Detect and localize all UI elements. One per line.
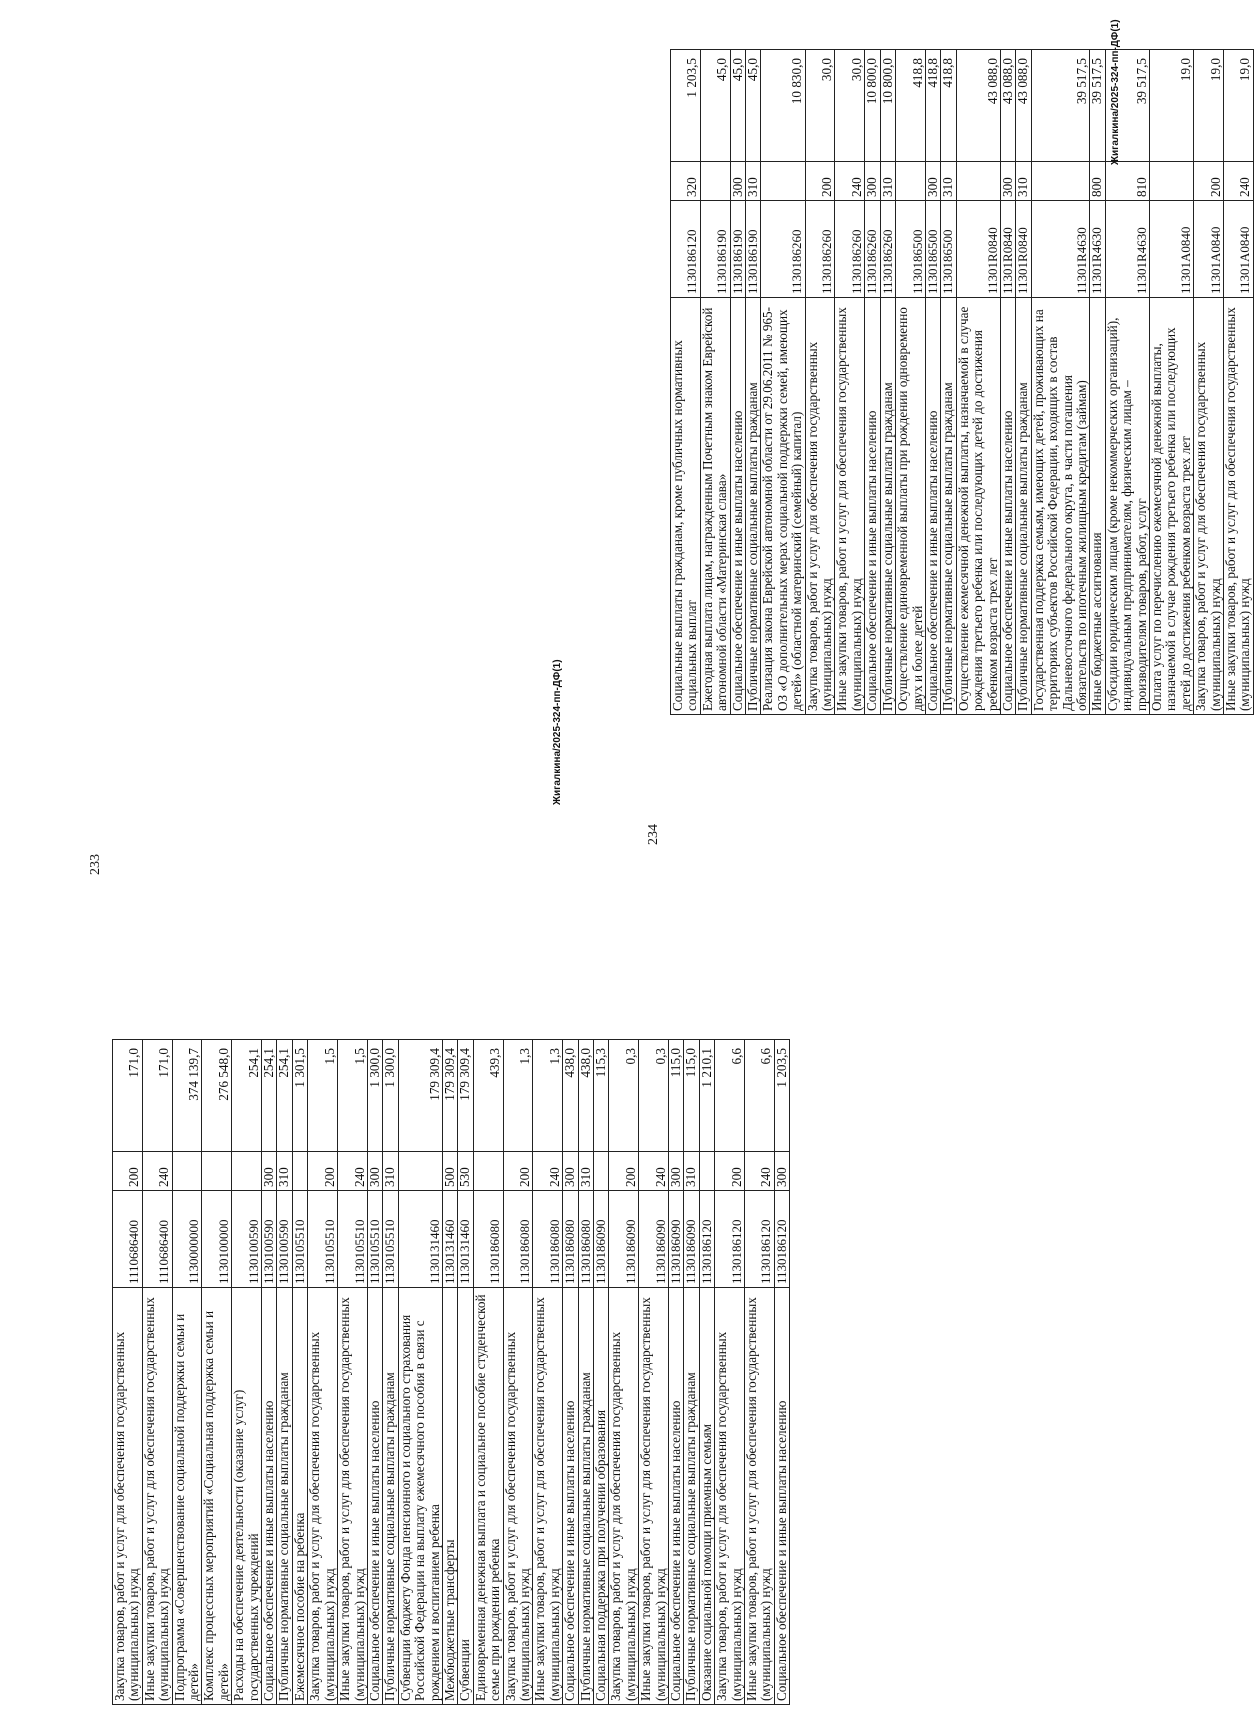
row-name: Осуществление ежемесячной денежной выплаты, назначаемой в случае рождения третьего ребенка или последующих детей до достижения ребенком возраста трех лет <box>956 298 1000 715</box>
row-name: Государственная поддержка семьям, имеющих детей, проживающих на территориях субъектов Российской Федерации, входящих в состав Дальневосточного федерального округа, в части погашения обязательств по ипотечным жилищным кредитам (займам) <box>1031 298 1090 715</box>
row-name: Социальная поддержка при получении образования <box>594 1288 609 1705</box>
table-row <box>383 1040 398 1705</box>
table-row <box>113 1040 143 1705</box>
row-code: 1130100000 <box>202 1191 232 1288</box>
table-row <box>941 50 956 715</box>
row-amount: 1 203,5 <box>774 1040 789 1152</box>
table-row <box>1090 50 1105 715</box>
row-name: Социальное обеспечение и иные выплаты населению <box>925 298 940 715</box>
row-code: 1130105510 <box>383 1191 398 1288</box>
table-row <box>761 50 805 715</box>
row-code: 1130186080 <box>578 1191 593 1288</box>
row-code: 1130131460 <box>398 1191 442 1288</box>
row-vr: 240 <box>835 162 865 201</box>
table-row <box>805 50 835 715</box>
row-vr: 300 <box>262 1152 277 1191</box>
row-code: 1130000000 <box>172 1191 202 1288</box>
row-vr: 500 <box>442 1152 457 1191</box>
row-name: Иные закупки товаров, работ и услуг для обеспечения государственных (муниципальных) нужд <box>338 1288 368 1705</box>
row-vr: 530 <box>458 1152 473 1191</box>
row-vr: 300 <box>669 1152 684 1191</box>
table-row <box>956 50 1000 715</box>
row-vr: 800 <box>1090 162 1105 201</box>
table-row <box>172 1040 202 1705</box>
row-name: Публичные нормативные социальные выплаты гражданам <box>684 1288 699 1705</box>
table-row <box>1150 50 1194 715</box>
row-amount: 39 517,5 <box>1031 50 1090 162</box>
row-amount: 10 800,0 <box>880 50 895 162</box>
table-row <box>563 1040 578 1705</box>
row-name: Единовременная денежная выплата и социальное пособие студенческой семье при рождении ребенка <box>473 1288 503 1705</box>
table-row <box>458 1040 473 1705</box>
row-code: 1130131460 <box>458 1191 473 1288</box>
row-vr: 310 <box>746 162 761 201</box>
table-row <box>925 50 940 715</box>
row-amount: 19,0 <box>1194 50 1224 162</box>
row-code: 1130186080 <box>473 1191 503 1288</box>
row-code: 1130186260 <box>761 201 805 298</box>
row-vr <box>202 1152 232 1191</box>
row-name: Оплата услуг по перечислению ежемесячной денежной выплаты, назначаемой в случае рождения третьего ребенка или последующих детей до достижения ребенком возраста трех лет <box>1150 298 1194 715</box>
row-vr: 300 <box>730 162 745 201</box>
row-amount: 171,0 <box>113 1040 143 1152</box>
table-row <box>442 1040 457 1705</box>
row-name: Иные закупки товаров, работ и услуг для обеспечения государственных (муниципальных) нужд <box>1224 298 1254 715</box>
row-amount: 6,6 <box>745 1040 775 1152</box>
row-amount: 19,0 <box>1150 50 1194 162</box>
row-amount: 1,3 <box>503 1040 533 1152</box>
row-code: 11301R0840 <box>1000 201 1015 298</box>
row-code: 1130131460 <box>442 1191 457 1288</box>
row-code: 1130186090 <box>684 1191 699 1288</box>
table-row <box>896 50 926 715</box>
table-row <box>277 1040 292 1705</box>
row-amount: 115,0 <box>684 1040 699 1152</box>
row-vr <box>1031 162 1090 201</box>
row-name: Закупка товаров, работ и услуг для обеспечения государственных (муниципальных) нужд <box>503 1288 533 1705</box>
row-vr: 200 <box>113 1152 143 1191</box>
row-code: 11301R4630 <box>1090 201 1105 298</box>
row-amount: 438,0 <box>578 1040 593 1152</box>
table-row <box>578 1040 593 1705</box>
row-name: Подпрограмма «Совершенствование социальной поддержки семьи и детей» <box>172 1288 202 1705</box>
row-amount: 171,0 <box>142 1040 172 1152</box>
table-row <box>1016 50 1031 715</box>
row-amount: 179 309,4 <box>442 1040 457 1152</box>
row-amount: 6,6 <box>715 1040 745 1152</box>
row-name: Публичные нормативные социальные выплаты гражданам <box>1016 298 1031 715</box>
table-row <box>398 1040 442 1705</box>
row-amount: 45,0 <box>746 50 761 162</box>
row-amount: 374 139,7 <box>172 1040 202 1152</box>
row-amount: 1,5 <box>308 1040 338 1152</box>
row-amount: 0,3 <box>639 1040 669 1152</box>
row-name: Социальное обеспечение и иные выплаты населению <box>865 298 880 715</box>
row-amount: 179 309,4 <box>398 1040 442 1152</box>
row-code: 1130105510 <box>338 1191 368 1288</box>
row-name: Межбюджетные трансферты <box>442 1288 457 1705</box>
row-amount: 45,0 <box>700 50 730 162</box>
row-vr: 310 <box>578 1152 593 1191</box>
row-vr: 240 <box>745 1152 775 1191</box>
row-code: 1130105510 <box>367 1191 382 1288</box>
row-amount: 254,1 <box>277 1040 292 1152</box>
row-code: 1130186120 <box>774 1191 789 1288</box>
row-name: Публичные нормативные социальные выплаты гражданам <box>746 298 761 715</box>
row-name: Публичные нормативные социальные выплаты гражданам <box>578 1288 593 1705</box>
row-vr: 200 <box>715 1152 745 1191</box>
row-name: Осуществление единовременной выплаты при рождении одновременно двух и более детей <box>896 298 926 715</box>
row-code: 1130186120 <box>699 1191 714 1288</box>
row-amount: 45,0 <box>730 50 745 162</box>
page-number: 234 <box>646 824 661 845</box>
row-code: 1130186260 <box>805 201 835 298</box>
row-vr: 240 <box>639 1152 669 1191</box>
page-number: 233 <box>88 854 103 875</box>
row-vr: 240 <box>338 1152 368 1191</box>
row-vr <box>292 1152 307 1191</box>
row-vr: 300 <box>367 1152 382 1191</box>
row-code: 1130186190 <box>746 201 761 298</box>
row-name: Социальное обеспечение и иные выплаты населению <box>563 1288 578 1705</box>
table-row <box>473 1040 503 1705</box>
row-name: Закупка товаров, работ и услуг для обеспечения государственных (муниципальных) нужд <box>805 298 835 715</box>
row-name: Социальное обеспечение и иные выплаты населению <box>1000 298 1015 715</box>
row-code: 1130186260 <box>835 201 865 298</box>
footer-code: Жигалкина/2025-324-пп-ДФ(1) <box>552 659 563 805</box>
row-name: Субвенции <box>458 1288 473 1705</box>
row-vr <box>761 162 805 201</box>
table-row <box>262 1040 277 1705</box>
row-amount: 1 300,0 <box>367 1040 382 1152</box>
row-amount: 39 517,5 <box>1090 50 1105 162</box>
row-code: 1130186500 <box>941 201 956 298</box>
row-name: Социальное обеспечение и иные выплаты населению <box>774 1288 789 1705</box>
row-name: Закупка товаров, работ и услуг для обеспечения государственных (муниципальных) нужд <box>113 1288 143 1705</box>
row-code: 11301R4630 <box>1105 201 1149 298</box>
table-row <box>533 1040 563 1705</box>
row-code: 11301R4630 <box>1031 201 1090 298</box>
row-vr: 200 <box>1194 162 1224 201</box>
row-vr: 200 <box>503 1152 533 1191</box>
row-amount: 1 210,1 <box>699 1040 714 1152</box>
table-row <box>730 50 745 715</box>
row-code: 1130186080 <box>533 1191 563 1288</box>
row-amount: 179 309,4 <box>458 1040 473 1152</box>
row-amount: 254,1 <box>232 1040 262 1152</box>
row-code: 1130186120 <box>671 201 701 298</box>
row-amount: 1,5 <box>338 1040 368 1152</box>
row-name: Социальное обеспечение и иные выплаты населению <box>367 1288 382 1705</box>
table-row <box>232 1040 262 1705</box>
row-amount: 115,3 <box>594 1040 609 1152</box>
row-vr <box>398 1152 442 1191</box>
row-vr: 300 <box>865 162 880 201</box>
row-name: Закупка товаров, работ и услуг для обеспечения государственных (муниципальных) нужд <box>715 1288 745 1705</box>
row-name: Публичные нормативные социальные выплаты гражданам <box>941 298 956 715</box>
row-amount: 1 300,0 <box>383 1040 398 1152</box>
row-code: 1130186500 <box>925 201 940 298</box>
row-vr <box>232 1152 262 1191</box>
row-amount: 19,0 <box>1224 50 1254 162</box>
row-vr: 200 <box>609 1152 639 1191</box>
row-code: 1130186120 <box>745 1191 775 1288</box>
row-code: 1130186090 <box>594 1191 609 1288</box>
row-code: 1130186500 <box>896 201 926 298</box>
row-code: 1130100590 <box>232 1191 262 1288</box>
row-code: 11301R0840 <box>956 201 1000 298</box>
table-row <box>1000 50 1015 715</box>
row-code: 11301R0840 <box>1016 201 1031 298</box>
budget-table-234 <box>670 49 1254 715</box>
row-amount: 115,0 <box>669 1040 684 1152</box>
row-code: 11301A0840 <box>1224 201 1254 298</box>
table-row <box>865 50 880 715</box>
row-vr <box>594 1152 609 1191</box>
row-code: 1130186080 <box>503 1191 533 1288</box>
row-name: Социальное обеспечение и иные выплаты населению <box>262 1288 277 1705</box>
row-vr <box>172 1152 202 1191</box>
row-vr: 310 <box>383 1152 398 1191</box>
row-code: 11301A0840 <box>1194 201 1224 298</box>
table-row <box>746 50 761 715</box>
row-vr: 300 <box>563 1152 578 1191</box>
row-amount: 39 517,5 <box>1105 50 1149 162</box>
row-vr <box>1150 162 1194 201</box>
row-name: Иные закупки товаров, работ и услуг для обеспечения государственных (муниципальных) нужд <box>142 1288 172 1705</box>
table-row <box>700 50 730 715</box>
row-name: Субсидии юридическим лицам (кроме некоммерческих организаций), индивидуальным предпринимателям, физическим лицам – производителям товаров, работ, услуг <box>1105 298 1149 715</box>
row-vr: 240 <box>1224 162 1254 201</box>
row-amount: 43 088,0 <box>956 50 1000 162</box>
row-amount: 10 800,0 <box>865 50 880 162</box>
row-code: 11301A0840 <box>1150 201 1194 298</box>
row-code: 1130186080 <box>563 1191 578 1288</box>
row-name: Публичные нормативные социальные выплаты гражданам <box>880 298 895 715</box>
table-row <box>367 1040 382 1705</box>
row-name: Социальное обеспечение и иные выплаты населению <box>730 298 745 715</box>
page-234 <box>640 0 1253 1725</box>
row-name: Иные закупки товаров, работ и услуг для обеспечения государственных (муниципальных) нужд <box>835 298 865 715</box>
row-code: 1130100590 <box>262 1191 277 1288</box>
row-vr <box>473 1152 503 1191</box>
row-vr: 320 <box>671 162 701 201</box>
row-name: Закупка товаров, работ и услуг для обеспечения государственных (муниципальных) нужд <box>609 1288 639 1705</box>
row-amount: 1 301,5 <box>292 1040 307 1152</box>
table-row <box>835 50 865 715</box>
row-code: 1130105510 <box>308 1191 338 1288</box>
row-amount: 0,3 <box>609 1040 639 1152</box>
row-code: 1110686400 <box>142 1191 172 1288</box>
row-vr: 200 <box>805 162 835 201</box>
row-code: 1130186090 <box>639 1191 669 1288</box>
row-name: Субвенции бюджету Фонда пенсионного и социального страхования Российской Федерации на выплату ежемесячного пособия в связи с рождением и воспитанием ребенка <box>398 1288 442 1705</box>
table-row <box>338 1040 368 1705</box>
row-amount: 10 830,0 <box>761 50 805 162</box>
table-row <box>594 1040 609 1705</box>
row-name: Реализация закона Еврейской автономной области от 29.06.2011 № 965-ОЗ «О дополнительных мерах социальной поддержки семей, имеющих детей» (областной материнский (семейный) капитал) <box>761 298 805 715</box>
footer-code: Жигалкина/2025-324-пп-ДФ(1) <box>1110 19 1121 165</box>
row-code: 1130186120 <box>715 1191 745 1288</box>
row-name: Публичные нормативные социальные выплаты гражданам <box>277 1288 292 1705</box>
row-amount: 1 203,5 <box>671 50 701 162</box>
row-vr: 810 <box>1105 162 1149 201</box>
row-amount: 30,0 <box>835 50 865 162</box>
table-row <box>880 50 895 715</box>
row-amount: 30,0 <box>805 50 835 162</box>
table-row <box>142 1040 172 1705</box>
row-vr: 310 <box>684 1152 699 1191</box>
row-name: Ежегодная выплата лицам, награжденным Почетным знаком Еврейской автономной области «Материнская слава» <box>700 298 730 715</box>
row-code: 1130186190 <box>700 201 730 298</box>
table-row <box>503 1040 533 1705</box>
row-name: Закупка товаров, работ и услуг для обеспечения государственных (муниципальных) нужд <box>1194 298 1224 715</box>
table-row <box>1031 50 1090 715</box>
row-amount: 439,3 <box>473 1040 503 1152</box>
table-row <box>308 1040 338 1705</box>
row-vr <box>896 162 926 201</box>
row-vr: 240 <box>533 1152 563 1191</box>
row-name: Закупка товаров, работ и услуг для обеспечения государственных (муниципальных) нужд <box>308 1288 338 1705</box>
row-vr: 240 <box>142 1152 172 1191</box>
row-amount: 43 088,0 <box>1000 50 1015 162</box>
row-amount: 418,8 <box>925 50 940 162</box>
row-name: Публичные нормативные социальные выплаты гражданам <box>383 1288 398 1705</box>
row-name: Иные закупки товаров, работ и услуг для обеспечения государственных (муниципальных) нужд <box>533 1288 563 1705</box>
row-vr: 300 <box>1000 162 1015 201</box>
row-code: 1130105510 <box>292 1191 307 1288</box>
table-row <box>1224 50 1254 715</box>
row-amount: 438,0 <box>563 1040 578 1152</box>
row-vr <box>956 162 1000 201</box>
row-vr: 310 <box>1016 162 1031 201</box>
row-code: 1130186260 <box>880 201 895 298</box>
row-code: 1130186090 <box>609 1191 639 1288</box>
row-amount: 418,8 <box>941 50 956 162</box>
row-code: 1130186190 <box>730 201 745 298</box>
row-vr: 200 <box>308 1152 338 1191</box>
row-code: 1110686400 <box>113 1191 143 1288</box>
row-name: Комплекс процессных мероприятий «Социальная поддержка семьи и детей» <box>202 1288 232 1705</box>
row-name: Иные закупки товаров, работ и услуг для обеспечения государственных (муниципальных) нужд <box>639 1288 669 1705</box>
row-amount: 276 548,0 <box>202 1040 232 1152</box>
row-vr: 300 <box>925 162 940 201</box>
table-row <box>1194 50 1224 715</box>
row-name: Расходы на обеспечение деятельности (оказание услуг) государственных учреждений <box>232 1288 262 1705</box>
row-amount: 43 088,0 <box>1016 50 1031 162</box>
table-row <box>671 50 701 715</box>
row-amount: 254,1 <box>262 1040 277 1152</box>
row-name: Ежемесячное пособие на ребенка <box>292 1288 307 1705</box>
row-name: Социальные выплаты гражданам, кроме публичных нормативных социальных выплат <box>671 298 701 715</box>
row-vr: 310 <box>277 1152 292 1191</box>
row-name: Иные бюджетные ассигнования <box>1090 298 1105 715</box>
table-row <box>202 1040 232 1705</box>
row-name: Иные закупки товаров, работ и услуг для обеспечения государственных (муниципальных) нужд <box>745 1288 775 1705</box>
row-vr: 310 <box>941 162 956 201</box>
row-vr <box>700 162 730 201</box>
row-name: Оказание социальной помощи приемным семьям <box>699 1288 714 1705</box>
row-vr: 300 <box>774 1152 789 1191</box>
row-amount: 418,8 <box>896 50 926 162</box>
row-code: 1130186260 <box>865 201 880 298</box>
row-code: 1130100590 <box>277 1191 292 1288</box>
row-code: 1130186090 <box>669 1191 684 1288</box>
row-name: Социальное обеспечение и иные выплаты населению <box>669 1288 684 1705</box>
table-row <box>292 1040 307 1705</box>
row-amount: 1,3 <box>533 1040 563 1152</box>
row-vr: 310 <box>880 162 895 201</box>
table-row <box>609 1040 639 1705</box>
